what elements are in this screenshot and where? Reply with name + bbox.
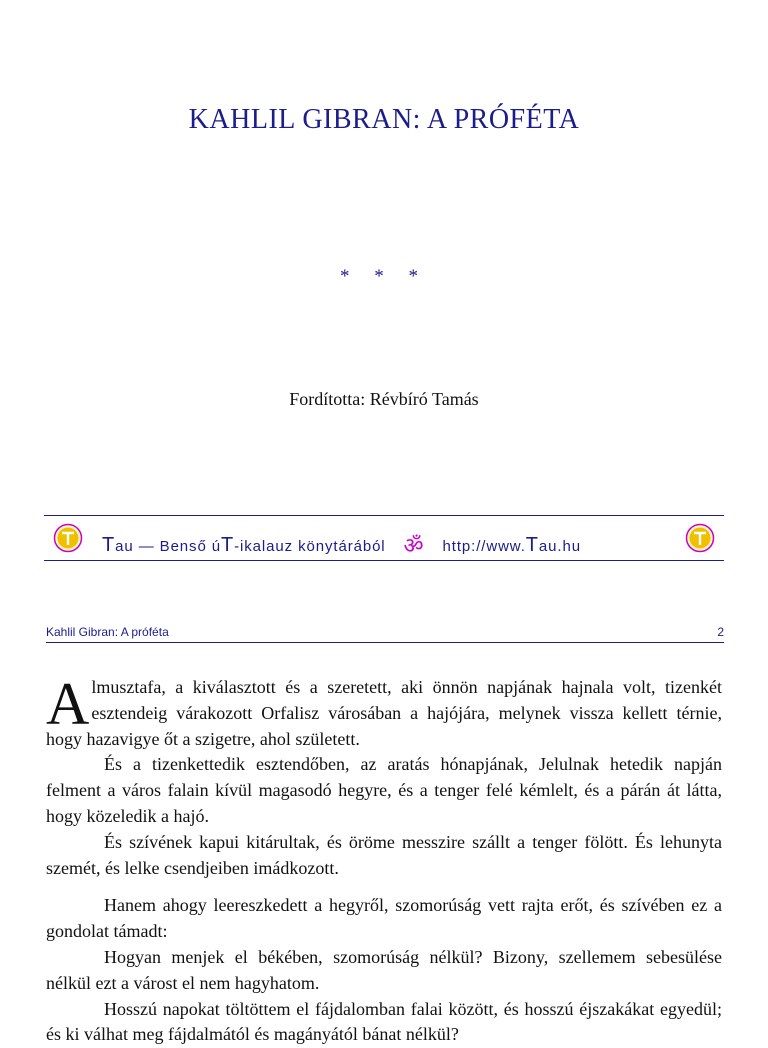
book-title: KAHLIL GIBRAN: A PRÓFÉTA: [188, 104, 580, 135]
page-number: 2: [717, 625, 724, 639]
tau-initial: T: [102, 534, 116, 556]
paragraph: Hanem ahogy leereszkedett a hegyről, szomorúság vett rajta erőt, és szívében ez a gondolat támadt:: [46, 895, 722, 942]
body-text: [46, 671, 722, 1048]
paragraph: [46, 671, 722, 752]
paragraph: Hogyan menjek el békében, szomorúság nélkül? Bizony, szellemem sebesülése nélkül ezt a várost el nem hagyhatom.: [46, 946, 722, 993]
tau-au: au: [115, 538, 134, 555]
paragraph: És a tizenkettedik esztendőben, az aratás hónapjának, Jelulnak hetedik napján felment a város falain kívül magasodó hegyre, és a tenger felé kémlelt, és a párán át látta, hogy közeledik a hajó.: [46, 754, 722, 826]
tau-banner-text: [102, 528, 581, 558]
drop-cap: A: [46, 671, 90, 737]
tau-url-end[interactable]: au.hu: [538, 538, 581, 555]
tau-logo-icon: [53, 523, 83, 553]
tau-tagline-start: — Benső ú: [133, 538, 222, 555]
tau-url-T[interactable]: T: [525, 534, 539, 556]
tau-tagline-T: T: [221, 534, 235, 556]
paragraph-text: lmusztafa, a kiválasztott és a szeretett, aki önnön napjának hajnala volt, tizenkét esztendeig várakozott Orfalisz városában a hajójára, melynek vissza kellett térnie, hogy hazavigye őt a szigetre, ahol született.: [46, 677, 722, 749]
tau-library-banner: [44, 515, 724, 561]
section-stars: * * *: [340, 266, 428, 287]
running-title: Kahlil Gibran: A próféta: [46, 625, 169, 639]
tau-url-start[interactable]: http://www.: [442, 538, 526, 555]
running-header: [46, 625, 724, 643]
om-icon: ॐ: [403, 533, 425, 558]
translator-credit: Fordította: Révbíró Tamás: [289, 389, 479, 409]
tau-tagline-rest: -ikalauz könytárából: [234, 538, 386, 555]
paragraph: És szívének kapui kitárultak, és öröme messzire szállt a tenger fölött. És lehunyta szemét, és lelke csendjeiben imádkozott.: [46, 831, 722, 878]
paragraph: Hosszú napokat töltöttem el fájdalomban falai között, és hosszú éjszakákat egyedül; és ki válhat meg fájdalmától és magányától bánat nélkül?: [46, 998, 722, 1045]
tau-logo-icon: [685, 523, 715, 553]
